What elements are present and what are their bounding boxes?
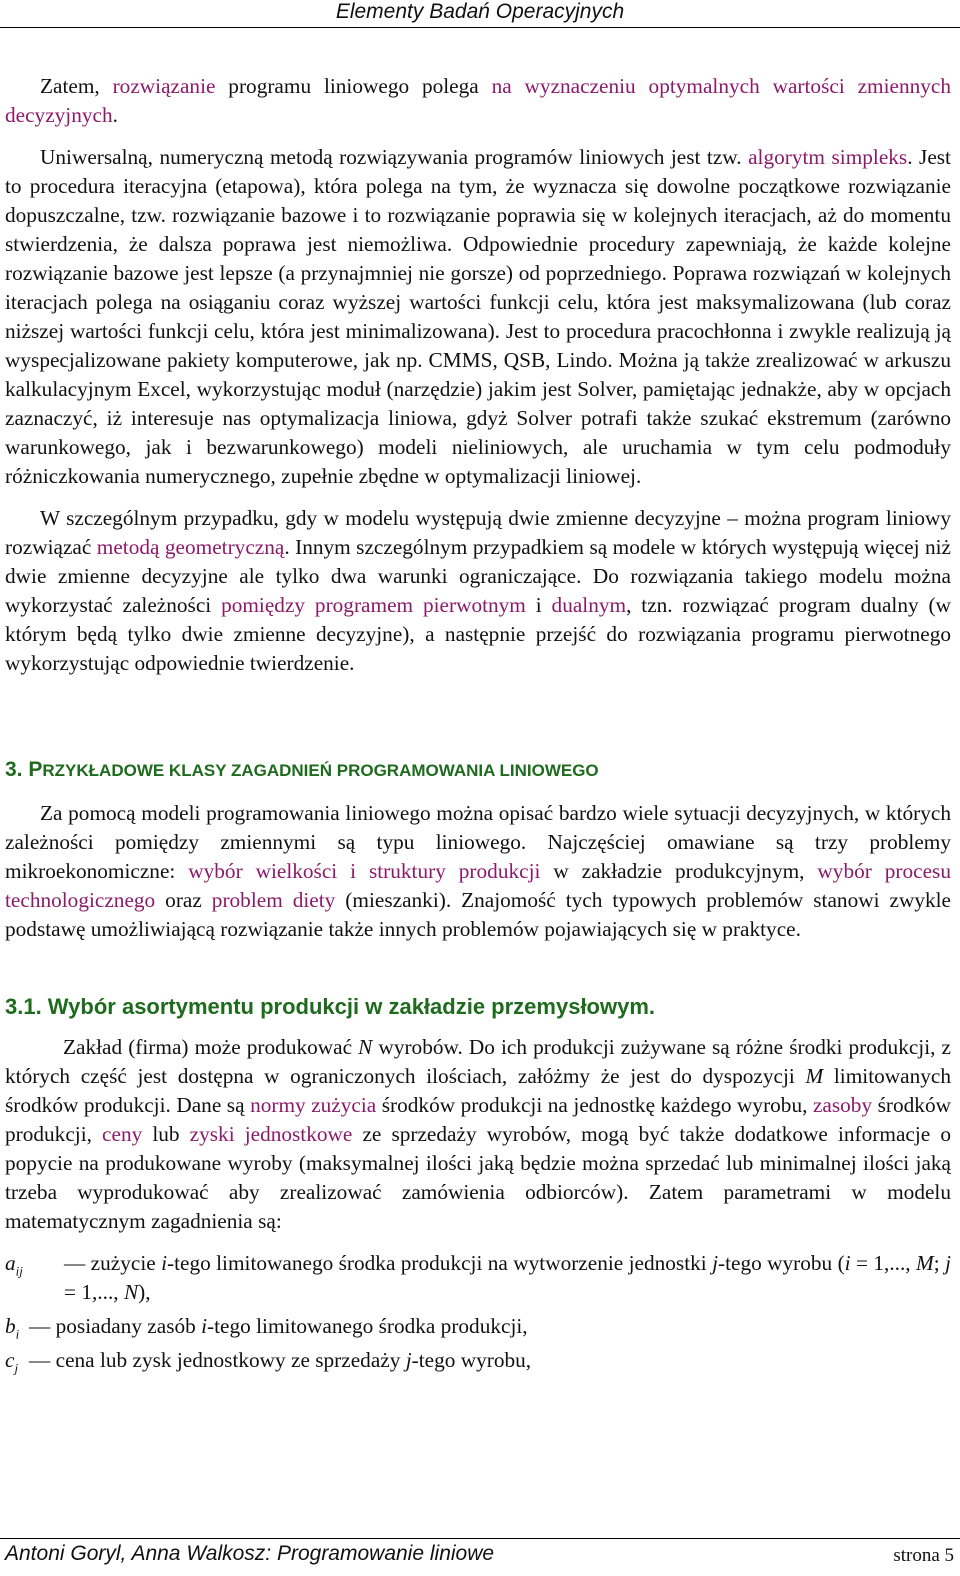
link-wybor-wielkosci[interactable]: wybór wielkości i struktury produkcji — [188, 859, 541, 883]
var: i — [201, 1314, 208, 1338]
header-title: Elementy Badań Operacyjnych — [335, 0, 625, 23]
text: -tego limitowanego środka produkcji na wytworzenie jednostki — [167, 1251, 713, 1275]
text: -tego limitowanego środka produkcji, — [207, 1314, 528, 1338]
text: -tego wyrobu, — [411, 1348, 532, 1372]
var: j — [405, 1348, 412, 1372]
heading-initial: P — [28, 758, 43, 781]
link-metoda-geometryczna[interactable]: metodą geometryczną — [96, 535, 285, 559]
link-zyski-jednostkowe[interactable]: zyski jednostkowe — [189, 1122, 353, 1146]
symbol: a — [5, 1251, 16, 1275]
var: j — [712, 1251, 718, 1275]
text: -tego wyrobu ( — [718, 1251, 845, 1275]
section-heading-3 — [5, 755, 951, 785]
footer-authors: Antoni Goryl, Anna Walkosz: Programowanie liniowe — [5, 1542, 495, 1565]
text: ze sprzedaży wyrobów, mogą być także dodatkowe informacje o popycie na produkowane wyroby (maksymalnej ilości jaką będzie można sprzedać lub minimalnej ilości jaką trzeba wyprodukować aby zrealizować zamówienia odbiorców). Zatem parametrami w modelu matematycznym zagadnienia są: — [5, 1122, 951, 1233]
link-algorytm-simpleks[interactable]: algorytm simpleks — [748, 145, 908, 169]
paragraph-solution-definition — [5, 72, 951, 130]
text: środków produkcji, — [5, 1093, 951, 1146]
symbol-c-j — [5, 1346, 18, 1382]
var: M — [916, 1251, 934, 1275]
page-number: strona 5 — [893, 1545, 954, 1566]
text: ), — [138, 1280, 151, 1304]
link-dualny[interactable]: dualnym — [551, 593, 627, 617]
text: limitowanych środków produkcji. Dane są — [5, 1064, 952, 1117]
text: oraz — [155, 888, 212, 912]
text: Uniwersalną, numeryczną metodą rozwiązywania programów liniowych jest tzw. — [40, 145, 749, 169]
var-M: M — [805, 1064, 824, 1088]
link-rozwiazanie[interactable]: rozwiązanie — [112, 74, 216, 98]
section-heading-3-1: 3.1. Wybór asortymentu produkcji w zakładzie przemysłowym. — [5, 994, 656, 1019]
paragraph-special-cases — [5, 504, 951, 678]
text: = 1,..., — [64, 1280, 124, 1304]
symbol-b-i — [5, 1312, 19, 1348]
text: i — [525, 593, 552, 617]
link-normy-zuzycia[interactable]: normy zużycia — [250, 1093, 377, 1117]
param-c-j — [5, 1346, 951, 1375]
param-b-i — [5, 1312, 951, 1341]
var-N: N — [358, 1035, 373, 1059]
heading-rest: RZYKŁADOWE KLASY ZAGADNIEŃ PROGRAMOWANIA LINIOWEGO — [42, 761, 599, 780]
text: — zużycie — [64, 1251, 162, 1275]
paragraph-problem-classes — [5, 799, 951, 944]
var: N — [123, 1280, 139, 1304]
text: lub — [142, 1122, 190, 1146]
link-zasoby[interactable]: zasoby — [812, 1093, 873, 1117]
var: j — [945, 1251, 951, 1275]
text: — cena lub zysk jednostkowy ze sprzedaży — [29, 1348, 406, 1372]
text: Zatem, — [40, 74, 113, 98]
subscript: j — [14, 1360, 19, 1376]
symbol: b — [5, 1314, 16, 1338]
symbol: c — [5, 1348, 15, 1372]
text: , tzn. rozwiązać program dualny (w którym będą tylko dwie zmienne decyzyjne), a następnie przejść do rozwiązania programu pierwotnego wykorzystując odpowiednie twierdzenie. — [5, 593, 951, 675]
link-optimal-values[interactable]: na wyznaczeniu optymalnych wartości zmiennych decyzyjnych — [5, 74, 952, 127]
section-number: 3. — [5, 758, 29, 781]
link-wybor-procesu[interactable]: wybór procesu technologicznego — [5, 859, 951, 912]
paragraph-simplex — [5, 143, 951, 491]
symbol-a-ij — [5, 1249, 23, 1285]
text: programu liniowego polega — [215, 74, 492, 98]
text: W szczególnym przypadku, gdy w modelu występują dwie zmienne decyzyjne – można program liniowy rozwiązać — [5, 506, 951, 559]
subscript: ij — [15, 1263, 23, 1279]
page-footer — [0, 1538, 960, 1576]
text: . — [112, 103, 118, 127]
page-header — [0, 0, 960, 28]
text: . Innym szczególnym przypadkiem są modele w których występują więcej niż dwie zmienne decyzyjne ale tylko dwa warunki ograniczające. Do rozwiązania takiego modelu można wykorzystać zależności — [5, 535, 951, 617]
subscript: i — [15, 1326, 20, 1342]
link-problem-diety[interactable]: problem diety — [211, 888, 336, 912]
text: = 1,..., — [850, 1251, 916, 1275]
var: i — [844, 1251, 851, 1275]
text: . Jest to procedura iteracyjna (etapowa), która polega na tym, że wyznacza się dowolne początkowe rozwiązanie dopuszczalne, tzw. rozwiązanie bazowe i to rozwiązanie poprawia się w kolejnych iteracjach, aż do momentu stwierdzenia, że dalsza poprawa jest niemożliwa. Odpowiednie procedury zapewniają, że każde kolejne rozwiązanie bazowe jest lepsze (a przynajmniej nie gorsze) od poprzedniego. Poprawa rozwiązań w kolejnych iteracjach polega na osiąganiu coraz wyższej wartości funkcji celu, która jest maksymalizowana (lub coraz niższej wartości funkcji celu, która jest minimalizowana). Jest to procedura pracochłonna i zwykle realizują ją wyspecjalizowane pakiety komputerowe, jak np. CMMS, QSB, Lindo. Można ją także zrealizować w arkuszu kalkulacyjnym Excel, wykorzystując moduł (narzędzie) jakim jest Solver, pamiętając jednakże, aby w opcjach zaznaczyć, iż interesuje nas optymalizacja liniowa, gdyż Solver potrafi także szukać ekstremum (zarówno warunkowego, jak i bezwarunkowego) modeli nieliniowych, ale uruchamia w tym celu podmoduły różniczkowania numerycznego, zupełnie zbędne w optymalizacji liniowej. — [5, 145, 951, 488]
page-content — [5, 72, 951, 1380]
text: ; — [933, 1251, 946, 1275]
paragraph-production-assortment — [5, 1033, 951, 1236]
text: wyrobów. Do ich produkcji zużywane są różne środki produkcji, z których część jest dostępna w ograniczonych ilościach, załóżmy że jest do dyspozycji — [5, 1035, 951, 1088]
text: Zakład (firma) może produkować — [63, 1035, 359, 1059]
text: — posiadany zasób — [29, 1314, 202, 1338]
param-a-ij — [5, 1249, 951, 1307]
text: środków produkcji na jednostkę każdego wyrobu, — [376, 1093, 813, 1117]
text: (mieszanki). Znajomość tych typowych problemów stanowi zwykle podstawę umożliwiającą rozwiązanie także innych problemów pojawiających się w praktyce. — [5, 888, 951, 941]
text: Za pomocą modeli programowania liniowego można opisać bardzo wiele sytuacji decyzyjnych, w których zależności pomiędzy zmiennymi są typu liniowego. Najczęściej omawiane są trzy problemy mikroekonomiczne: — [5, 801, 951, 883]
link-ceny[interactable]: ceny — [102, 1122, 143, 1146]
text: w zakładzie produkcyjnym, — [540, 859, 818, 883]
var: i — [161, 1251, 167, 1275]
link-program-pierwotny[interactable]: pomiędzy programem pierwotnym — [221, 593, 526, 617]
